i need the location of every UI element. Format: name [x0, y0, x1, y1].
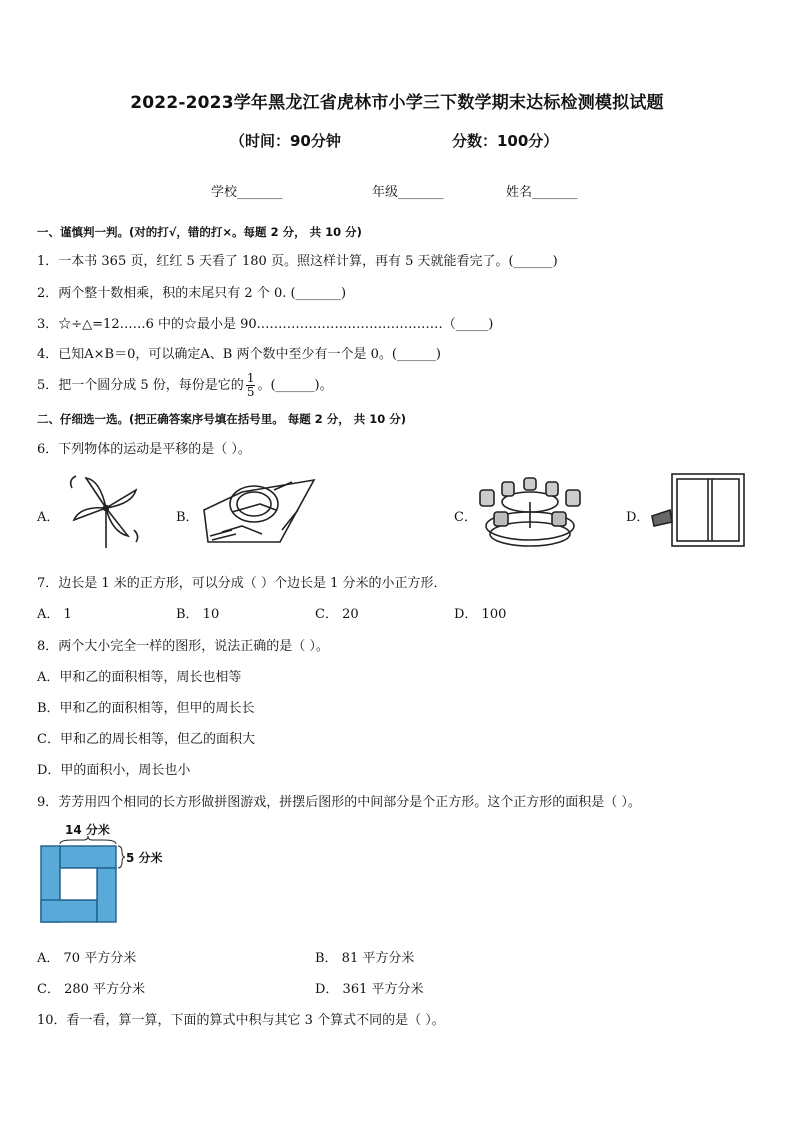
- rectangles-figure: [36, 822, 176, 926]
- q8-option-c: C．甲和乙的周长相等，但乙的面积大: [37, 732, 255, 747]
- fraction-numerator: 1: [246, 371, 255, 385]
- steering-wheel-image: [202, 470, 318, 550]
- q9-option-a: A． 70 平方分米: [37, 951, 137, 966]
- q7-option-b: B． 10: [176, 607, 220, 622]
- question-10: 10．看一看，算一算，下面的算式中积与其它 3 个算式不同的是（ ）。: [37, 1013, 445, 1028]
- q6-option-b-label: B．: [176, 510, 199, 525]
- q6-option-c-label: C．: [454, 510, 477, 525]
- pinwheel-image: [66, 470, 144, 550]
- question-8: 8．两个大小完全一样的图形，说法正确的是（ ）。: [37, 639, 329, 654]
- q8-option-a: A．甲和乙的面积相等，周长也相等: [37, 670, 242, 685]
- question-3: 3．☆÷△=12……6 中的☆最小是 90.……………………………………（_____): [37, 317, 494, 332]
- exam-score: 分数：100分）: [452, 132, 559, 150]
- carousel-image: [474, 472, 586, 552]
- height-label: 5 分米: [126, 851, 163, 865]
- q6-option-d-label: D．: [626, 510, 650, 525]
- name-field[interactable]: 姓名_______: [506, 185, 578, 200]
- question-5-answer: 。(______)。: [257, 378, 333, 393]
- fraction-denominator: 5: [246, 385, 255, 399]
- q8-option-b: B．甲和乙的面积相等，但甲的周长长: [37, 701, 255, 716]
- q7-option-a: A． 1: [37, 607, 72, 622]
- grade-field[interactable]: 年级_______: [372, 185, 444, 200]
- question-5-text: 5．把一个圆分成 5 份，每份是它的: [37, 378, 244, 393]
- page-title: 2022-2023学年黑龙江省虎林市小学三下数学期末达标检测模拟试题: [130, 93, 664, 113]
- q9-option-c: C． 280 平方分米: [37, 982, 146, 997]
- section1-heading: 一、谨慎判一判。(对的打√，错的打×。每题 2 分， 共 10 分): [37, 225, 362, 239]
- q9-option-d: D． 361 平方分米: [315, 982, 424, 997]
- question-1: 1．一本书 365 页，红红 5 天看了 180 页。照这样计算，再有 5 天就能看完了。(______): [37, 254, 558, 269]
- question-2: 2．两个整十数相乘，积的末尾只有 2 个 0. (_______): [37, 286, 347, 301]
- school-field[interactable]: 学校_______: [211, 185, 283, 200]
- q9-option-b: B． 81 平方分米: [315, 951, 415, 966]
- question-5: [37, 372, 333, 399]
- question-7: 7．边长是 1 米的正方形，可以分成（ ）个边长是 1 分米的小正方形．: [37, 576, 447, 591]
- q8-option-d: D．甲的面积小，周长也小: [37, 763, 191, 778]
- section2-heading: 二、仔细选一选。(把正确答案序号填在括号里。 每题 2 分， 共 10 分): [37, 412, 407, 426]
- exam-time: （时间：90分钟: [230, 132, 341, 150]
- question-4: 4．已知A×B＝0，可以确定A、B 两个数中至少有一个是 0。(______): [37, 347, 441, 362]
- width-label: 14 分米: [65, 823, 110, 837]
- q7-option-d: D． 100: [454, 607, 507, 622]
- q7-option-c: C． 20: [315, 607, 359, 622]
- question-6: 6．下列物体的运动是平移的是（ ）。: [37, 442, 251, 457]
- window-image: [648, 470, 748, 550]
- fraction-one-fifth: [246, 372, 256, 399]
- question-9: 9．芳芳用四个相同的长方形做拼图游戏，拼摆后图形的中间部分是个正方形。这个正方形的面积是（ ）。: [37, 795, 641, 810]
- q6-option-a-label: A．: [37, 510, 60, 525]
